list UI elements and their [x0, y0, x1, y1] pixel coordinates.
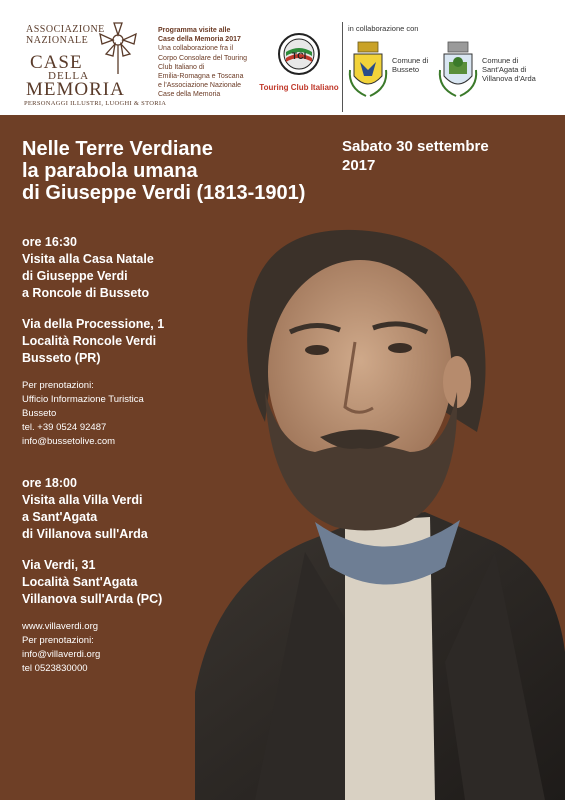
programma-line: Corpo Consolare del Touring: [158, 54, 247, 62]
visit2-address: Via Verdi, 31: [22, 558, 96, 572]
event-date: [342, 137, 532, 175]
visit2-time: ore 18:00: [22, 476, 77, 490]
busseto-crest-icon: [346, 40, 390, 106]
programma-line: Case della Memoria: [158, 91, 221, 99]
visit2-line: a Sant'Agata: [22, 510, 98, 524]
visit1-line: a Roncole di Busseto: [22, 286, 150, 300]
programma-title: Case della Memoria 2017: [158, 36, 241, 44]
title-line: Nelle Terre Verdiane: [22, 138, 213, 160]
visit1-phone[interactable]: tel. +39 0524 92487: [22, 422, 107, 433]
programma-line: Una collaborazione fra il: [158, 45, 234, 53]
programma-line: Club Italiano di: [158, 63, 205, 71]
visit1-info: Busseto: [22, 408, 57, 419]
date-line: 2017: [342, 157, 376, 174]
visit2-phone[interactable]: tel 0523830000: [22, 663, 88, 674]
divider: [342, 22, 343, 112]
visit2-line: Visita alla Villa Verdi: [22, 493, 143, 507]
logo-subtitle: PERSONAGGI ILLUSTRI, LUOGHI & STORIA: [24, 100, 167, 107]
programma-title: Programma visite alle: [158, 27, 231, 34]
comune-text: Comune di: [392, 56, 429, 65]
visit1-line: di Giuseppe Verdi: [22, 269, 128, 283]
tci-badge-icon: [277, 32, 321, 76]
visit1-time: ore 16:30: [22, 235, 77, 249]
title-line: di Giuseppe Verdi (1813-1901): [22, 182, 306, 204]
comune-text: Comune di: [482, 56, 519, 65]
programma-block: [158, 26, 268, 100]
comune-busseto-label: [392, 56, 428, 74]
collab-label: in collaborazione con: [348, 24, 419, 33]
tci-label: Touring Club Italiano: [259, 83, 339, 92]
comune-text: Villanova d'Arda: [482, 74, 536, 83]
title-line: la parabola umana: [22, 160, 198, 182]
logo-text: MEMORIA: [26, 79, 125, 100]
visit2-website-link[interactable]: www.villaverdi.org: [22, 621, 99, 632]
comune-santagata-label: [482, 56, 536, 83]
visit1-line: Visita alla Casa Natale: [22, 252, 154, 266]
logo-text: ASSOCIAZIONE: [26, 24, 105, 35]
programma-line: e l'Associazione Nazionale: [158, 82, 242, 90]
tci-badge-text: TCI: [291, 51, 307, 61]
giuseppe-verdi-portrait: [195, 222, 565, 800]
date-line: Sabato 30 settembre: [342, 138, 489, 155]
visit1-info: Per prenotazioni:: [22, 380, 94, 391]
flower-icon: [90, 20, 146, 76]
event-title: [22, 138, 352, 204]
comune-text: Busseto: [392, 65, 420, 74]
tci-logo: [254, 32, 344, 92]
logo-text: NAZIONALE: [26, 35, 89, 46]
visit1-address: Busseto (PR): [22, 351, 101, 365]
visit2-line: di Villanova sull'Arda: [22, 527, 148, 541]
logo-text: DELLA: [48, 70, 90, 82]
visits-column: [22, 234, 222, 676]
comune-text: Sant'Agata di: [482, 65, 527, 74]
visit2-email-link[interactable]: info@villaverdi.org: [22, 649, 101, 660]
visit1-address: Località Roncole Verdi: [22, 334, 157, 348]
programma-line: Emilia-Romagna e Toscana: [158, 73, 244, 81]
visit2-address: Località Sant'Agata: [22, 575, 138, 589]
visit1-info: Ufficio Informazione Turistica: [22, 394, 144, 405]
visit2-address: Villanova sull'Arda (PC): [22, 592, 163, 606]
visit2-info: Per prenotazioni:: [22, 635, 94, 646]
santagata-crest-icon: [436, 40, 480, 106]
visit1-email-link[interactable]: info@bussetolive.com: [22, 436, 116, 447]
case-della-memoria-logo: [20, 18, 167, 110]
visit1-address: Via della Processione, 1: [22, 317, 165, 331]
header-bar: [0, 0, 565, 115]
logo-text: CASE: [30, 52, 83, 73]
